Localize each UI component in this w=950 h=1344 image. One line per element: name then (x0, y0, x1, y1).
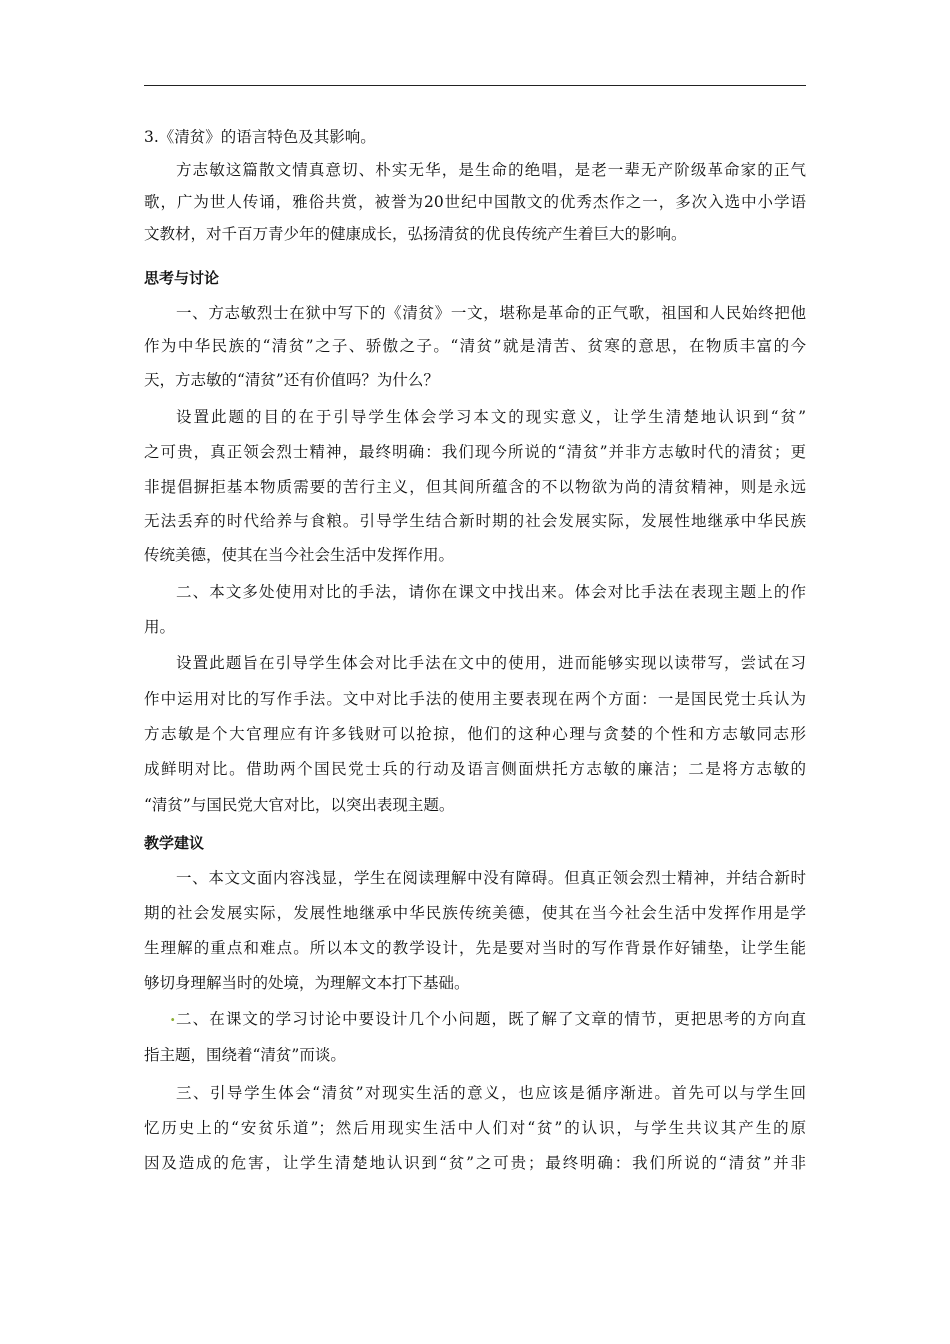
paragraph-line: 够切身理解当时的处境，为理解文本打下基础。 (144, 974, 470, 992)
paragraph-line: 用。 (144, 618, 176, 636)
paragraph-line: 方志敏这篇散文情真意切、朴实无华，是生命的绝唱，是老一辈无产阶级革命家的正气 (176, 161, 806, 179)
paragraph-line: 天，方志敏的“清贫”还有价值吗？为什么？ (144, 371, 439, 389)
paragraph-line: 期的社会发展实际，发展性地继承中华民族传统美德，使其在当今社会生活中发挥作用是学 (144, 904, 806, 922)
paragraph-line: 非提倡摒拒基本物质需要的苦行主义，但其间所蕴含的不以物欲为尚的清贫精神，则是永远 (144, 478, 806, 496)
section-title: 3.《清贫》的语言特色及其影响。 (144, 128, 376, 146)
paragraph-line: 生理解的重点和难点。所以本文的教学设计，先是要对当时的写作背景作好铺垫，让学生能 (144, 939, 806, 957)
paragraph-line: 成鲜明对比。借助两个国民党士兵的行动及语言侧面烘托方志敏的廉洁；二是将方志敏的 (144, 760, 806, 778)
paragraph-line: 一、方志敏烈士在狱中写下的《清贫》一文，堪称是革命的正气歌，祖国和人民始终把他 (176, 304, 806, 322)
paragraph-line: 歌，广为世人传诵，雅俗共赏，被誉为20世纪中国散文的优秀杰作之一，多次入选中小学语 (144, 193, 806, 211)
paragraph-line: 因及造成的危害，让学生清楚地认识到“贫”之可贵；最终明确：我们所说的“清贫”并非 (144, 1154, 806, 1172)
paragraph-line: 方志敏是个大官理应有许多钱财可以抢掠，他们的这种心理与贪婪的个性和方志敏同志形 (144, 725, 806, 743)
heading-discussion: 思考与讨论 (144, 269, 220, 287)
paragraph-line: “清贫”与国民党大官对比，以突出表现主题。 (144, 796, 455, 814)
paragraph-line: 无法丢弃的时代给养与食粮。引导学生结合新时期的社会发展实际，发展性地继承中华民族 (144, 512, 806, 530)
paragraph-line: 三、引导学生体会“清贫”对现实生活的意义，也应该是循序渐进。首先可以与学生回 (176, 1084, 806, 1102)
paragraph-line: 之可贵，真正领会烈士精神，最终明确：我们现今所说的“清贫”并非方志敏时代的清贫；更 (144, 443, 806, 461)
paragraph-line: 二、在课文的学习讨论中要设计几个小问题，既了解了文章的情节，更把思考的方向直 (176, 1010, 806, 1028)
paragraph-line: 设置此题的目的在于引导学生体会学习本文的现实意义，让学生清楚地认识到“贫” (176, 408, 806, 426)
paragraph-line: 一、本文文面内容浅显，学生在阅读理解中没有障碍。但真正领会烈士精神，并结合新时 (176, 869, 806, 887)
paragraph-line: 指主题，围绕着“清贫”而谈。 (144, 1046, 346, 1064)
paragraph-line: 忆历史上的“安贫乐道”；然后用现实生活中人们对“贫”的认识，与学生共议其产生的原 (144, 1119, 806, 1137)
margin-dot-mark: . (170, 1006, 176, 1025)
heading-teaching: 教学建议 (144, 834, 205, 852)
paragraph-line: 二、本文多处使用对比的手法，请你在课文中找出来。体会对比手法在表现主题上的作 (176, 583, 806, 601)
header-rule (144, 85, 806, 86)
paragraph-line: 传统美德，使其在当今社会生活中发挥作用。 (144, 546, 455, 564)
paragraph-line: 作为中华民族的“清贫”之子、骄傲之子。“清贫”就是清苦、贫寒的意思，在物质丰富的今 (144, 337, 806, 355)
paragraph-line: 文教材，对千百万青少年的健康成长，弘扬清贫的优良传统产生着巨大的影响。 (144, 225, 687, 243)
paragraph-line: 设置此题旨在引导学生体会对比手法在文中的使用，进而能够实现以读带写，尝试在习 (176, 654, 806, 672)
paragraph-line: 作中运用对比的写作手法。文中对比手法的使用主要表现在两个方面：一是国民党士兵认为 (144, 690, 806, 708)
